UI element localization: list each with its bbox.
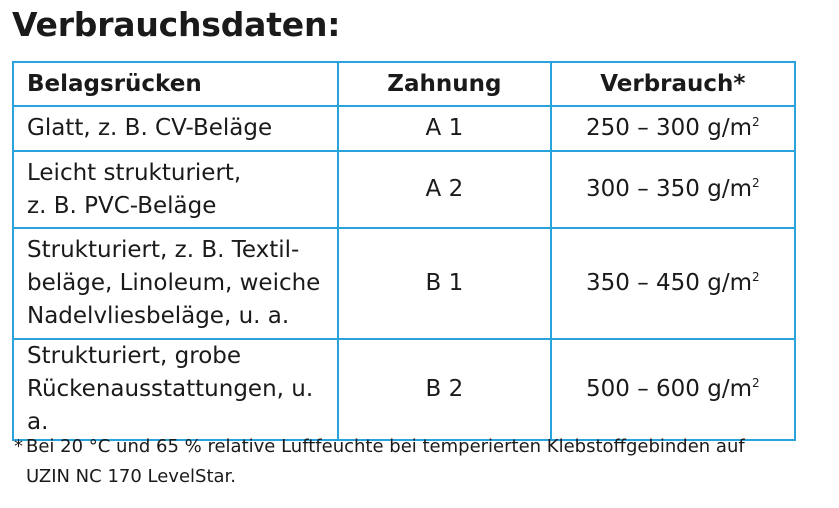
consumption-value: 250 – 300 g/m [586,115,752,141]
unit-exponent: 2 [752,376,760,390]
consumption-cell [551,151,795,228]
footnote [14,432,804,492]
footnote-line-1 [14,432,804,462]
footnote-marker: * [14,436,23,457]
consumption-value: 300 – 350 g/m [586,176,752,202]
table-row [13,106,795,151]
header-notching: Zahnung [338,62,551,106]
consumption-cell [551,339,795,440]
backing-line: Strukturiert, z. B. Textil- [27,237,300,263]
notching-cell: B 1 [338,228,551,339]
notching-cell: A 2 [338,151,551,228]
backing-line: z. B. PVC-Beläge [27,192,217,219]
table-row [13,339,795,440]
footnote-line-2: UZIN NC 170 LevelStar. [26,466,237,487]
backing-line: Glatt, z. B. CV-Beläge [27,115,273,141]
table-row [13,151,795,228]
page-title: Verbrauchsdaten: [12,5,341,44]
table-row [13,228,795,339]
unit-exponent: 2 [752,176,760,190]
backing-line: beläge, Linoleum, weiche [27,270,321,296]
unit-exponent: 2 [752,115,760,129]
consumption-cell [551,106,795,151]
backing-cell [13,339,338,440]
backing-line: Rückenausstattungen, u. a. [27,376,314,435]
consumption-table [12,61,796,441]
consumption-cell [551,228,795,339]
header-consumption: Verbrauch* [551,62,795,106]
backing-line: Strukturiert, grobe [27,343,242,369]
backing-cell [13,228,338,339]
header-backing: Belagsrücken [13,62,338,106]
notching-cell: B 2 [338,339,551,440]
notching-cell: A 1 [338,106,551,151]
backing-cell [13,106,338,151]
consumption-value: 350 – 450 g/m [586,270,752,296]
backing-cell [13,151,338,228]
backing-line: Leicht strukturiert, [27,159,242,186]
backing-line: Nadelvliesbeläge, u. a. [27,303,290,329]
table-header-row [13,62,795,106]
consumption-value: 500 – 600 g/m [586,376,752,402]
footnote-text-1: Bei 20 °C und 65 % relative Luftfeuchte bei temperierten Klebstoffgebinden auf [26,436,745,457]
unit-exponent: 2 [752,270,760,284]
